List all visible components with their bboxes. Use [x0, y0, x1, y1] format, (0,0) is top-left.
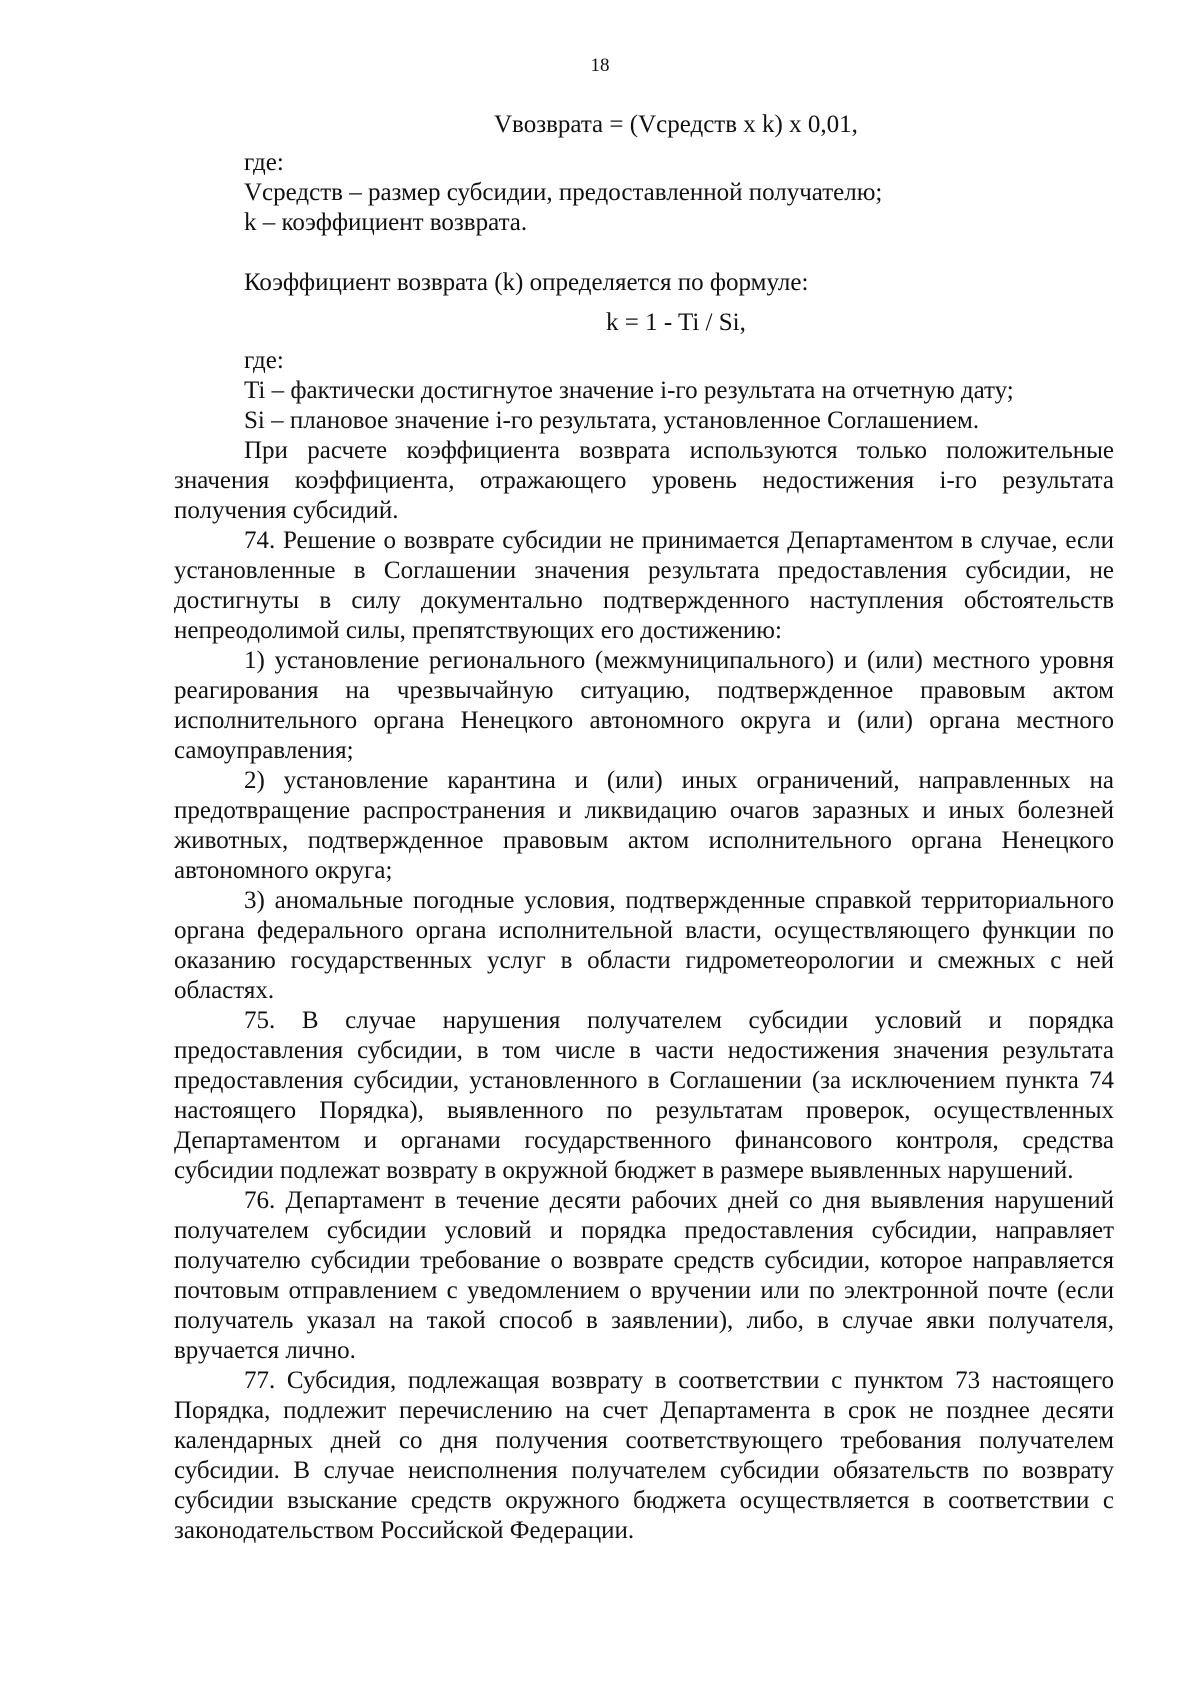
paragraph-74-item-3: 3) аномальные погодные условия, подтвержденные справкой территориального органа федерального органа исполнительной власти, осуществляющего функции по оказанию государственных услуг в области гидрометеорологии и смежных с ней областях.: [174, 887, 1114, 1004]
spacer: [174, 238, 1114, 268]
document-body: [174, 110, 1114, 1546]
definition-ti: Ti – фактически достигнутое значение i-го результата на отчетную дату;: [244, 377, 1014, 404]
paragraph-74-item-1: 1) установление регионального (межмуниципального) и (или) местного уровня реагирования на чрезвычайную ситуацию, подтвержденное правовым актом исполнительного органа Ненецкого автономного округа и (или) органа местного самоуправления;: [174, 647, 1114, 764]
formula-coefficient: k = 1 - Ti / Si,: [606, 309, 746, 336]
paragraph-74-item-2: 2) установление карантина и (или) иных ограничений, направленных на предотвращение распространения и ликвидацию очагов заразных и иных болезней животных, подтвержденное правовым актом исполнительного органа Ненецкого автономного округа;: [174, 767, 1114, 884]
paragraph-77: 77. Субсидия, подлежащая возврату в соответствии с пунктом 73 настоящего Порядка, подлежит перечислению на счет Департамента в срок не позднее десяти календарных дней со дня получения соответствующего требования получателем субсидии. В случае неисполнения получателем субсидии обязательств по возврату субсидии взыскание средств окружного бюджета осуществляется в соответствии с законодательством Российской Федерации.: [174, 1367, 1114, 1544]
definition-si: Si – плановое значение i-го результата, установленное Соглашением.: [244, 407, 980, 434]
where-label: где:: [244, 347, 284, 374]
paragraph-75: 75. В случае нарушения получателем субсидии условий и порядка предоставления субсидии, в том числе в части недостижения значения результата предоставления субсидии, установленного в Соглашении (за исключением пункта 74 настоящего Порядка), выявленного по результатам проверок, осуществленных Департаментом и органами государственного финансового контроля, средства субсидии подлежат возврату в окружной бюджет в размере выявленных нарушений.: [174, 1007, 1114, 1184]
paragraph-74: 74. Решение о возврате субсидии не принимается Департаментом в случае, если установленные в Соглашении значения результата предоставления субсидии, не достигнуты в силу документально подтвержденного наступления обстоятельств непреодолимой силы, препятствующих его достижению:: [174, 527, 1114, 644]
paragraph-76: 76. Департамент в течение десяти рабочих дней со дня выявления нарушений получателем субсидии условий и порядка предоставления субсидии, направляет получателю субсидии требование о возврате средств субсидии, которое направляется почтовым отправлением с уведомлением о вручении или по электронной почте (если получатель указал на такой способ в заявлении), либо, в случае явки получателя, вручается лично.: [174, 1187, 1114, 1364]
paragraph-coefficient-note: При расчете коэффициента возврата используются только положительные значения коэффициента, отражающего уровень недостижения i-го результата получения субсидий.: [174, 437, 1114, 524]
definition-k: k – коэффициент возврата.: [244, 209, 528, 236]
coefficient-intro: Коэффициент возврата (k) определяется по формуле:: [244, 269, 809, 296]
page-number: 18: [590, 55, 610, 76]
definition-vsredstv: Vсредств – размер субсидии, предоставленной получателю;: [244, 179, 883, 206]
where-label: где:: [244, 149, 284, 176]
formula-return-amount: Vвозврата = (Vсредств x k) x 0,01,: [494, 111, 858, 138]
